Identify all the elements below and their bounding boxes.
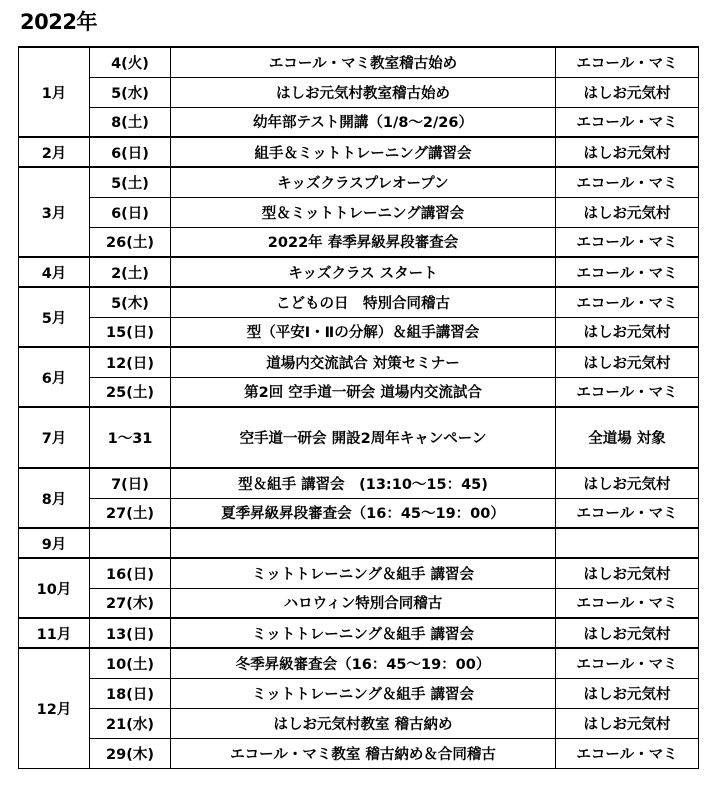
- schedule-row: [19, 227, 699, 257]
- place-cell: エコール・マミ: [556, 498, 699, 528]
- date-cell: 15(日): [90, 317, 171, 347]
- event-cell: キッズクラス スタート: [171, 257, 556, 287]
- schedule-row: [19, 137, 699, 167]
- event-cell: 型＆組手 講習会 (13:10〜15：45): [171, 468, 556, 498]
- event-cell: [171, 528, 556, 558]
- month-cell: 1月: [19, 47, 90, 137]
- event-cell: 型＆ミットトレーニング講習会: [171, 197, 556, 227]
- place-cell: はしお元気村: [556, 618, 699, 648]
- schedule-row: [19, 77, 699, 107]
- date-cell: 6(日): [90, 137, 171, 167]
- date-cell: 5(土): [90, 167, 171, 197]
- date-cell: 7(日): [90, 468, 171, 498]
- schedule-row: [19, 618, 699, 648]
- date-cell: 10(土): [90, 648, 171, 678]
- date-cell: 12(日): [90, 347, 171, 377]
- schedule-row: [19, 498, 699, 528]
- place-cell: はしお元気村: [556, 558, 699, 588]
- event-cell: 幼年部テスト開講（1/8〜2/26）: [171, 107, 556, 137]
- date-cell: 13(日): [90, 618, 171, 648]
- month-cell: 10月: [19, 558, 90, 618]
- event-cell: 第2回 空手道一研会 道場内交流試合: [171, 377, 556, 407]
- date-cell: 16(日): [90, 558, 171, 588]
- place-cell: はしお元気村: [556, 137, 699, 167]
- event-cell: はしお元気村教室 稽古納め: [171, 708, 556, 738]
- month-cell: 3月: [19, 167, 90, 257]
- event-cell: こどもの日 特別合同稽古: [171, 287, 556, 317]
- schedule-row: [19, 468, 699, 498]
- place-cell: はしお元気村: [556, 347, 699, 377]
- month-cell: 6月: [19, 347, 90, 407]
- place-cell: はしお元気村: [556, 708, 699, 738]
- schedule-table: [18, 46, 699, 769]
- event-cell: 組手＆ミットトレーニング講習会: [171, 137, 556, 167]
- date-cell: 21(水): [90, 708, 171, 738]
- schedule-body: [19, 47, 699, 768]
- event-cell: エコール・マミ教室 稽古納め＆合同稽古: [171, 738, 556, 768]
- schedule-row: [19, 287, 699, 317]
- event-cell: ミットトレーニング＆組手 講習会: [171, 618, 556, 648]
- month-cell: 12月: [19, 648, 90, 768]
- month-cell: 8月: [19, 468, 90, 528]
- place-cell: エコール・マミ: [556, 648, 699, 678]
- date-cell: 5(木): [90, 287, 171, 317]
- event-cell: 道場内交流試合 対策セミナー: [171, 347, 556, 377]
- month-cell: 9月: [19, 528, 90, 558]
- schedule-row: [19, 257, 699, 287]
- schedule-row: [19, 377, 699, 407]
- date-cell: 6(日): [90, 197, 171, 227]
- event-cell: キッズクラスプレオープン: [171, 167, 556, 197]
- event-cell: ミットトレーニング＆組手 講習会: [171, 558, 556, 588]
- date-cell: 26(土): [90, 227, 171, 257]
- place-cell: エコール・マミ: [556, 588, 699, 618]
- date-cell: 5(水): [90, 77, 171, 107]
- schedule-row: [19, 197, 699, 227]
- schedule-row: [19, 167, 699, 197]
- schedule-row: [19, 678, 699, 708]
- date-cell: 2(土): [90, 257, 171, 287]
- month-cell: 4月: [19, 257, 90, 287]
- date-cell: 4(火): [90, 47, 171, 77]
- schedule-row: [19, 588, 699, 618]
- place-cell: はしお元気村: [556, 77, 699, 107]
- event-cell: ミットトレーニング＆組手 講習会: [171, 678, 556, 708]
- place-cell: エコール・マミ: [556, 107, 699, 137]
- date-cell: [90, 528, 171, 558]
- date-cell: 25(土): [90, 377, 171, 407]
- place-cell: エコール・マミ: [556, 257, 699, 287]
- place-cell: エコール・マミ: [556, 47, 699, 77]
- place-cell: はしお元気村: [556, 468, 699, 498]
- place-cell: 全道場 対象: [556, 407, 699, 468]
- place-cell: エコール・マミ: [556, 377, 699, 407]
- date-cell: 27(木): [90, 588, 171, 618]
- month-cell: 2月: [19, 137, 90, 167]
- schedule-row: [19, 648, 699, 678]
- schedule-row: [19, 708, 699, 738]
- date-cell: 8(土): [90, 107, 171, 137]
- place-cell: はしお元気村: [556, 678, 699, 708]
- place-cell: はしお元気村: [556, 197, 699, 227]
- date-cell: 29(木): [90, 738, 171, 768]
- schedule-row: [19, 47, 699, 77]
- date-cell: 18(日): [90, 678, 171, 708]
- schedule-row: [19, 558, 699, 588]
- event-cell: 夏季昇級昇段審査会（16：45〜19：00）: [171, 498, 556, 528]
- date-cell: 1〜31: [90, 407, 171, 468]
- place-cell: はしお元気村: [556, 317, 699, 347]
- schedule-row: [19, 738, 699, 768]
- schedule-row: [19, 407, 699, 468]
- month-cell: 11月: [19, 618, 90, 648]
- place-cell: エコール・マミ: [556, 227, 699, 257]
- place-cell: エコール・マミ: [556, 287, 699, 317]
- event-cell: エコール・マミ教室稽古始め: [171, 47, 556, 77]
- month-cell: 7月: [19, 407, 90, 468]
- page-title: 2022年: [20, 10, 97, 34]
- month-cell: 5月: [19, 287, 90, 347]
- place-cell: [556, 528, 699, 558]
- event-cell: 2022年 春季昇級昇段審査会: [171, 227, 556, 257]
- event-cell: 型（平安Ⅰ・Ⅱの分解）＆組手講習会: [171, 317, 556, 347]
- event-cell: はしお元気村教室稽古始め: [171, 77, 556, 107]
- event-cell: 空手道一研会 開設2周年キャンペーン: [171, 407, 556, 468]
- place-cell: エコール・マミ: [556, 167, 699, 197]
- event-cell: ハロウィン特別合同稽古: [171, 588, 556, 618]
- schedule-row: [19, 347, 699, 377]
- place-cell: エコール・マミ: [556, 738, 699, 768]
- event-cell: 冬季昇級審査会（16：45〜19：00）: [171, 648, 556, 678]
- schedule-row: [19, 528, 699, 558]
- schedule-row: [19, 107, 699, 137]
- schedule-row: [19, 317, 699, 347]
- date-cell: 27(土): [90, 498, 171, 528]
